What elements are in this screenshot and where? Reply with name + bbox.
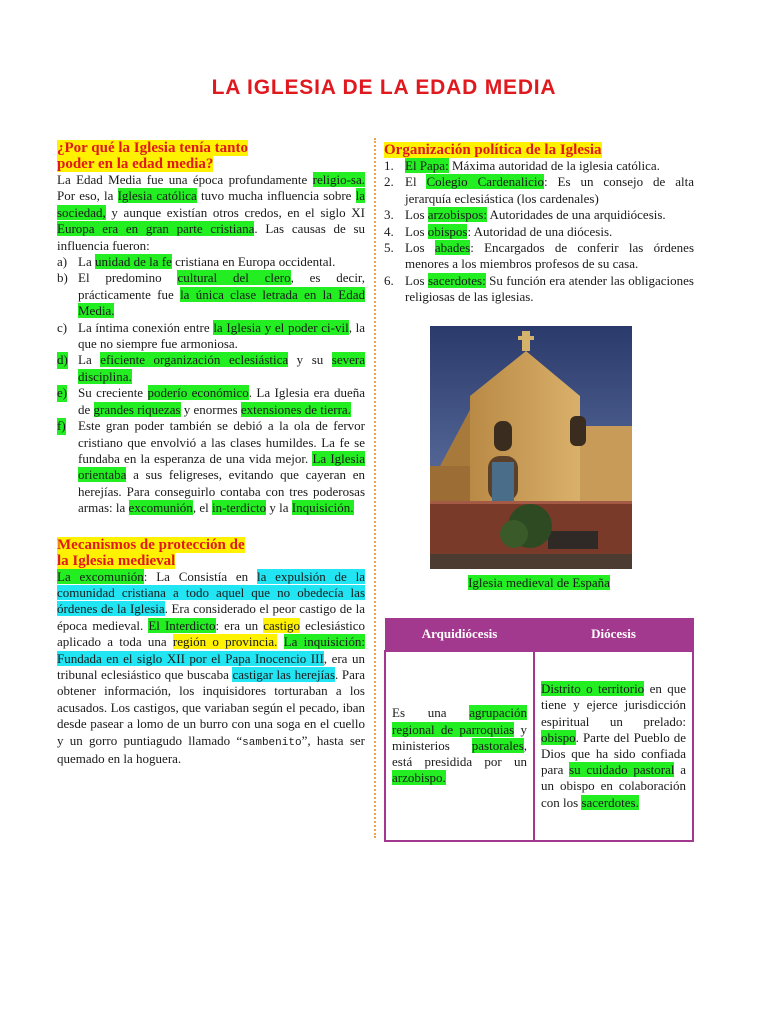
text-run: Los xyxy=(405,223,428,239)
list-marker: 6. xyxy=(384,272,394,288)
list-marker: 3. xyxy=(384,207,394,223)
text-run: , está presidida por un xyxy=(392,737,527,770)
table-header-row xyxy=(385,619,693,652)
text-run: tuvo mucha influencia sobre xyxy=(196,188,356,204)
list-marker: 1. xyxy=(384,158,394,173)
table-row xyxy=(385,651,693,841)
text-run: La xyxy=(78,254,95,270)
highlighted-text: la expulsión de la comunidad cristiana a todo aquel que no obedecía las órdenes de la Iglesia xyxy=(57,568,365,617)
text-run: y aunque existían otros credos, en el siglo XI xyxy=(105,204,365,220)
highlighted-text: la sociedad, xyxy=(57,188,365,220)
text-run: Máxima autoridad de la iglesia católica. xyxy=(448,158,660,173)
text-run: . La Iglesia era dueña de xyxy=(78,385,365,417)
text-run: cristiana en Europa occidental. xyxy=(171,254,336,270)
highlighted-text: Colegio Cardenalicio xyxy=(426,174,544,190)
list-marker: 2. xyxy=(384,174,394,190)
highlighted-text: unidad de la fe xyxy=(94,254,172,270)
highlighted-text: Fundada en el siglo XII por el Papa Inocencio III xyxy=(57,650,324,666)
text-run: a un obispo en colaboración con los xyxy=(541,762,686,810)
section-title-why-power xyxy=(57,140,365,172)
list-item xyxy=(384,158,694,174)
highlighted-text: Inquisición. xyxy=(291,500,354,516)
list-marker: a) xyxy=(57,254,68,270)
list-item xyxy=(57,320,365,353)
highlighted-text: su cuidado pastoral xyxy=(569,762,675,778)
text-run: : La Consistía en xyxy=(143,568,257,584)
text-run: y enormes xyxy=(180,401,241,417)
section-title-line: la Iglesia medieval xyxy=(57,552,176,569)
highlighted-text: religio-sa. xyxy=(312,172,365,187)
list-item xyxy=(57,418,365,516)
list-item xyxy=(57,385,365,418)
dioceses-table xyxy=(384,618,694,842)
highlighted-text: pastorales xyxy=(471,737,524,753)
list-item xyxy=(384,224,694,240)
text-run: eclesiástico aplicado a toda una xyxy=(57,617,365,650)
highlighted-text: in-terdicto xyxy=(211,500,267,516)
mechanisms-paragraph xyxy=(57,569,365,768)
highlighted-text: La inquisición: xyxy=(283,634,365,650)
list-item xyxy=(384,273,694,306)
highlighted-text: obispos xyxy=(427,223,468,239)
highlighted-text: la Iglesia y el poder ci-vil xyxy=(213,319,349,335)
text-run: , era un tribunal eclesiástico que buscaba xyxy=(57,650,365,682)
highlighted-text: cultural del clero xyxy=(177,270,291,286)
column-divider xyxy=(374,138,376,838)
highlighted-text: sacerdotes: xyxy=(427,272,486,288)
text-run: Su creciente xyxy=(78,385,148,401)
text-run: , es decir, prácticamente fue xyxy=(78,270,365,302)
text-run: : Encargados de conferir las órdenes menores a los miembros profesos de su casa. xyxy=(405,240,695,272)
highlighted-text: la única clase letrada en la Edad Media. xyxy=(78,286,365,319)
caption-text: Iglesia medieval de España xyxy=(468,575,610,590)
church-photo xyxy=(430,326,632,569)
text-run: , la que no siempre fue armoniosa. xyxy=(78,319,366,352)
text-run: El predomino xyxy=(78,270,178,286)
text-run: : Es un consejo de alta jerarquía eclesiástica (los cardenales) xyxy=(405,174,694,206)
text-run: Por eso, la xyxy=(57,188,118,204)
text-run: La íntima conexión entre xyxy=(78,319,214,335)
text-run: . Era considerado el peor castigo de la época medieval. xyxy=(57,601,365,633)
section-title-organization xyxy=(384,142,694,158)
text-run: Su función era atender las obligaciones religiosas de las iglesias. xyxy=(405,272,694,305)
list-item xyxy=(57,254,365,270)
text-run: Los xyxy=(405,240,435,256)
text-run: Este gran poder también se debió a la ola de fervor cristiano que envolvió a las clases humildes. La fe se fundaba en la esperanza de una vida mejor. xyxy=(78,418,365,466)
text-run: . Para obtener información, los inquisidores torturaban a los acusados. Los castigos, que variaban según el pecado, iban desde pasear a lomo de un burro con una soga en el cuello y un gorro puntiagudo llamado “ xyxy=(57,666,365,748)
cell-diocesis xyxy=(534,651,693,841)
organization-list xyxy=(384,158,694,306)
text-run: y ministerios xyxy=(392,721,528,753)
list-marker: d) xyxy=(57,352,68,368)
photo-caption xyxy=(384,575,694,591)
section-title-mechanisms xyxy=(57,537,365,569)
highlighted-text: región o provincia. xyxy=(172,634,278,650)
highlighted-text: Europa era en gran parte cristiana xyxy=(57,221,255,237)
text-run: ”, hasta ser quemado en la hoguera. xyxy=(57,732,365,766)
text-run: . Parte del Pueblo de Dios que ha sido confiada para xyxy=(541,729,686,778)
highlighted-text: sacerdotes. xyxy=(581,794,639,810)
highlighted-text: agrupación regional de parroquias xyxy=(392,705,527,737)
text-run: Los xyxy=(405,272,428,288)
highlighted-text: extensiones de tierra. xyxy=(240,401,351,417)
list-item xyxy=(57,270,365,319)
page-title: LA IGLESIA DE LA EDAD MEDIA xyxy=(211,76,557,99)
list-marker: 5. xyxy=(384,240,394,256)
highlighted-text: El Papa: xyxy=(405,158,449,173)
text-run: y su xyxy=(288,352,332,368)
list-marker: f) xyxy=(57,418,66,434)
list-item xyxy=(384,174,694,207)
text-run: en que tiene y ejerce jurisdicción espiritual un prelado: xyxy=(541,681,686,729)
text-run: La xyxy=(78,352,101,368)
highlighted-text: obispo xyxy=(541,729,576,745)
left-column xyxy=(57,140,365,767)
text-run: Es una xyxy=(392,705,470,721)
highlighted-text: Distrito o territorio xyxy=(541,681,645,697)
list-marker: b) xyxy=(57,270,68,286)
list-item xyxy=(384,240,694,273)
text-run: . Las causas de su influencia fueron: xyxy=(57,221,366,253)
list-item xyxy=(384,207,694,223)
text-run: , el xyxy=(192,500,212,516)
highlighted-text: poderío económico xyxy=(147,385,249,401)
highlighted-text: arzobispos: xyxy=(427,207,487,223)
text-run: El xyxy=(405,174,427,190)
highlighted-text: La Iglesia orientaba xyxy=(78,450,365,483)
section-title-line: ¿Por qué la Iglesia tenía tanto xyxy=(57,140,248,156)
section-title-line: Organización política de la Iglesia xyxy=(384,142,602,158)
list-marker: c) xyxy=(57,319,68,335)
list-item xyxy=(57,352,365,385)
text-run: : era un xyxy=(215,617,264,633)
text-run: : Autoridad de una diócesis. xyxy=(467,223,613,239)
list-marker: 4. xyxy=(384,223,394,239)
highlighted-text: abades xyxy=(434,240,471,256)
highlighted-text: excomunión xyxy=(128,500,193,516)
causes-list xyxy=(57,254,365,517)
highlighted-text: La excomunión xyxy=(57,568,144,584)
header-diocesis: Diócesis xyxy=(534,619,693,652)
highlighted-text: grandes riquezas xyxy=(93,401,181,417)
section-title-line: poder en la edad media? xyxy=(57,156,214,172)
text-run xyxy=(277,634,283,649)
text-run: y la xyxy=(266,500,292,516)
highlighted-text: El Interdicto xyxy=(148,617,216,633)
right-column xyxy=(384,142,694,306)
cell-arquidiocesis xyxy=(385,651,534,841)
text-run: Los xyxy=(405,207,428,223)
highlighted-text: castigar las herejías xyxy=(232,666,336,682)
term-text: sambenito xyxy=(242,736,302,749)
intro-paragraph xyxy=(57,172,365,254)
section-title-line: Mecanismos de protección de xyxy=(57,536,245,553)
highlighted-text: severa disciplina. xyxy=(78,352,365,384)
text-run: La Edad Media fue una época profundamente xyxy=(57,172,313,187)
highlighted-text: arzobispo. xyxy=(392,770,446,786)
text-run: Autoridades de una arquidiócesis. xyxy=(486,207,666,223)
highlighted-text: castigo xyxy=(263,617,301,633)
highlighted-text: Iglesia católica xyxy=(117,188,197,204)
highlighted-text: eficiente organización eclesiástica xyxy=(100,352,289,368)
list-marker: e) xyxy=(57,385,68,401)
header-arquidiocesis: Arquidiócesis xyxy=(385,619,534,652)
text-run: a sus feligreses, evitando que cayeran en herejías. Para conseguirlo contaba con tres poderosas armas: la xyxy=(78,467,365,516)
